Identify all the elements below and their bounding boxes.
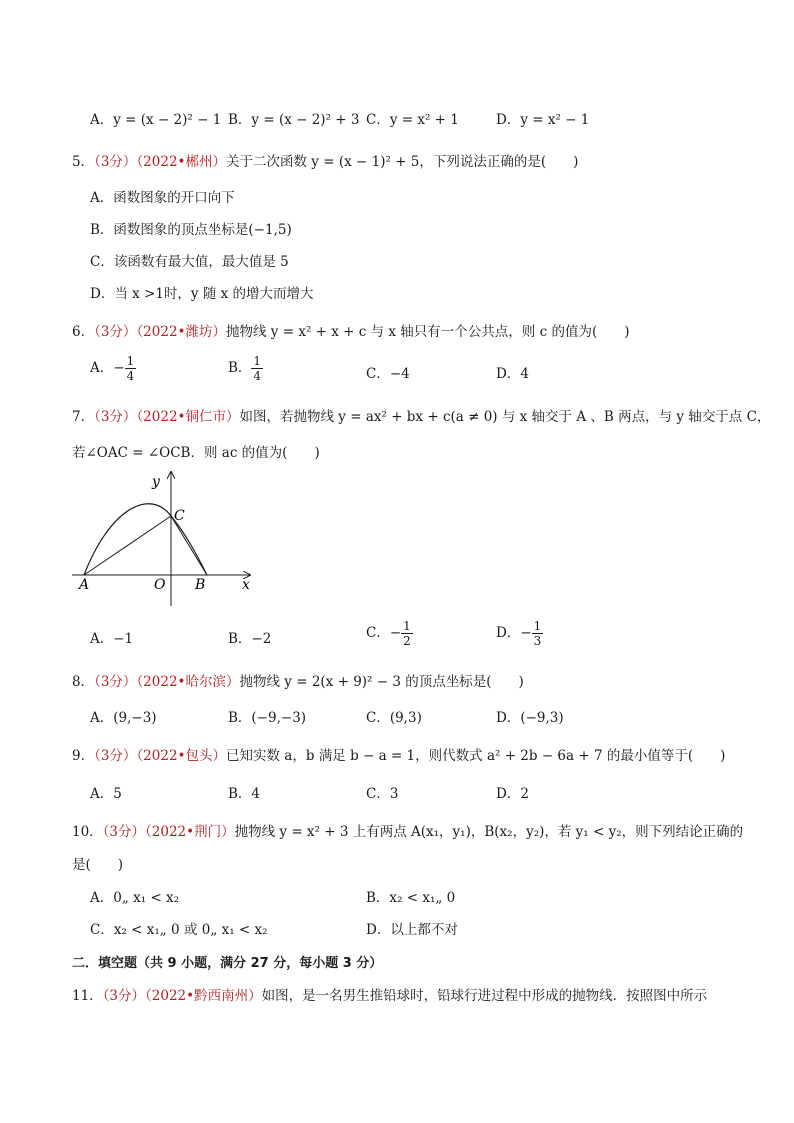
question-number: 7． [72,409,95,425]
q10-option-d: D．以上都不对 [366,922,458,938]
question-number: 5． [72,154,95,170]
question-score: （3分） [94,748,137,764]
question-9 [72,744,725,764]
label-o: O [154,577,166,593]
label-b: B [195,577,206,593]
question-stem: 如图，若抛物线 y = ax² + bx + c(a ≠ 0) 与 x 轴交于 A 、B 两点，与 y 轴交于点 C， [239,409,771,425]
q6-option-a: A．− $\frac{1}{4}$ [90,354,135,383]
question-stem: 抛物线 y = x² + 3 上有两点 A(x₁，y₁)，B(x₂，y₂)，若 y₁ < y₂，则下列结论正确的 [234,824,744,840]
question-score: （3分） [102,988,146,1004]
segment-cb [171,516,207,575]
question-7-stem-line2: 若∠OAC = ∠OCB．则 ac 的值为( ) [72,445,320,461]
fraction: $\frac{1}{4}$ [253,354,262,383]
q7-option-d: D．− $\frac{1}{3}$ [496,619,542,648]
fraction: $\frac{1}{4}$ [126,354,135,383]
q5-option-c: C．该函数有最大值，最大值是 5 [90,254,289,270]
question-number: 10． [72,824,103,840]
question-number: 11． [72,988,103,1004]
question-score: （3分） [94,154,137,170]
q9-option-b: B．4 [228,786,261,802]
question-number: 8． [72,674,95,690]
q10-option-c: C．x₂ < x₁„ 0 或 0„ x₁ < x₂ [90,922,268,938]
question-10-stem-line2: 是( ) [72,857,124,873]
q6-option-c: C．−4 [366,366,410,382]
question-score: （3分） [94,674,137,690]
question-10 [72,820,743,840]
q8-option-c: C．(9,3) [366,710,422,726]
q7-option-a: A．−1 [90,631,134,647]
question-source: （2022•潍坊） [136,324,227,340]
question-stem: 如图，是一名男生推铅球时，铅球行进过程中形成的抛物线．按照图中所示 [261,988,708,1004]
question-source: （2022•哈尔滨） [136,674,240,690]
question-score: （3分） [94,324,137,340]
question-6 [72,320,629,340]
q4-option-c: C．y = x² + 1 [366,112,459,128]
question-5 [72,150,578,170]
label-y: y [152,474,160,490]
q4-option-b: B．y = (x − 2)² + 3 [228,112,360,128]
q7-option-c: C．− $\frac{1}{2}$ [366,619,411,648]
q10-option-a: A．0„ x₁ < x₂ [90,890,180,906]
question-8 [72,670,524,690]
q4-option-d: D．y = x² − 1 [496,112,590,128]
question-7 [72,405,770,425]
question-number: 6． [72,324,95,340]
fraction: $\frac{1}{2}$ [403,619,411,648]
label-c: C [174,508,185,524]
q8-option-a: A．(9,−3) [90,710,157,726]
question-number: 9． [72,748,95,764]
q9-option-a: A．5 [90,786,122,802]
q6-option-d: D．4 [496,366,529,382]
question-score: （3分） [102,824,146,840]
q4-option-a: A．y = (x − 2)² − 1 [90,112,222,128]
label-x: x [242,577,250,593]
question-source: （2022•包头） [136,748,227,764]
q5-option-d: D．当 x >1时，y 随 x 的增大而增大 [90,286,314,302]
parabola-curve [84,504,207,575]
q5-option-b: B．函数图象的顶点坐标是(−1,5) [90,222,292,238]
question-stem: 关于二次函数 y = (x − 1)² + 5，下列说法正确的是( ) [226,154,579,170]
q7-option-b: B．−2 [228,631,272,647]
label-a: A [79,577,90,593]
question-stem: 抛物线 y = 2(x + 9)² − 3 的顶点坐标是( ) [239,674,524,690]
q8-option-d: D．(−9,3) [496,710,564,726]
question-source: （2022•郴州） [136,154,227,170]
section-header: 二．填空题（共 9 小题，满分 27 分，每小题 3 分） [72,956,383,971]
q6-option-b: B． $\frac{1}{4}$ [228,354,262,383]
q5-option-a: A．函数图象的开口向下 [90,190,235,206]
question-source: （2022•铜仁市） [136,409,240,425]
q8-option-b: B．(−9,−3) [228,710,307,726]
fraction: $\frac{1}{3}$ [533,619,542,648]
q9-option-d: D．2 [496,786,529,802]
parabola-figure [70,468,260,608]
question-source: （2022•荆门） [145,824,235,840]
question-source: （2022•黔西南州） [145,988,262,1004]
question-score: （3分） [94,409,137,425]
question-stem: 抛物线 y = x² + x + c 与 x 轴只有一个公共点，则 c 的值为( ) [226,324,630,340]
question-11 [72,984,707,1004]
question-stem: 已知实数 a，b 满足 b − a = 1，则代数式 a² + 2b − 6a + 7 的最小值等于( ) [226,748,726,764]
segment-ac [84,516,171,575]
q10-option-b: B．x₂ < x₁„ 0 [366,890,456,906]
q9-option-c: C．3 [366,786,399,802]
